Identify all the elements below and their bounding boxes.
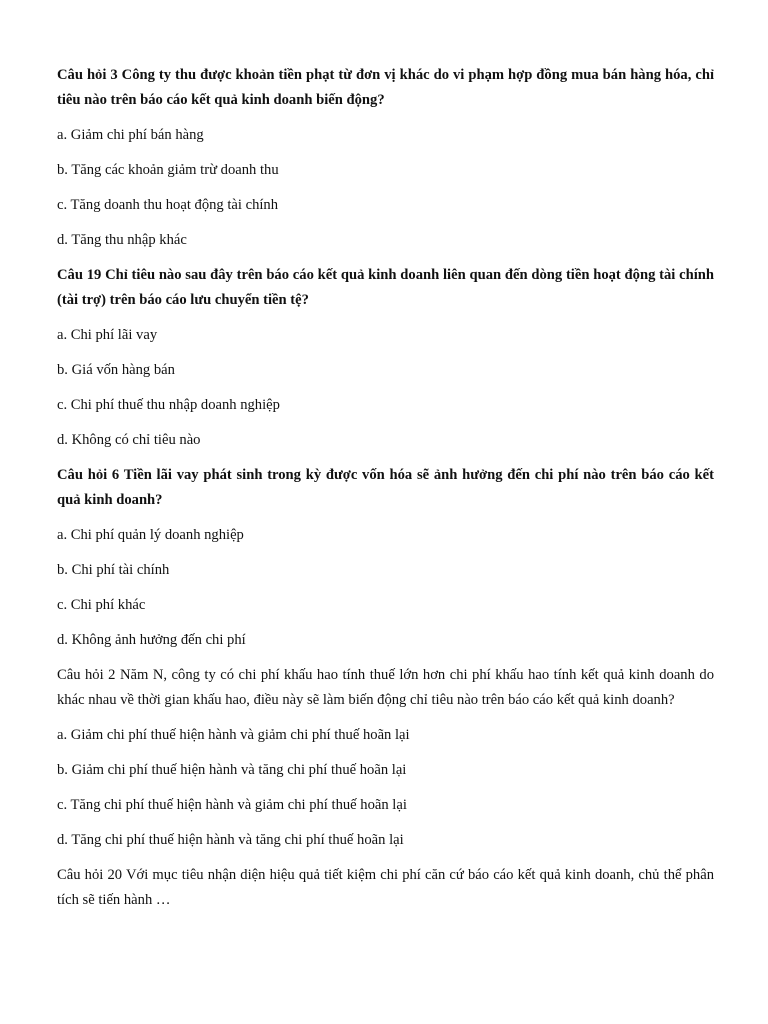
question-text: Câu hỏi 20 Với mục tiêu nhận diện hiệu quả tiết kiệm chi phí căn cứ báo cáo kết quả kinh doanh, chủ thể phân tích sẽ tiến hành … <box>57 867 714 908</box>
answer-option: c. Tăng chi phí thuế hiện hành và giảm chi phí thuế hoãn lại <box>57 797 407 813</box>
answer-option: b. Chi phí tài chính <box>57 562 170 578</box>
answer-option: d. Không ảnh hưởng đến chi phí <box>57 632 246 648</box>
question-text: Câu 19 Chỉ tiêu nào sau đây trên báo cáo kết quả kinh doanh liên quan đến dòng tiền hoạt động tài chính (tài trợ) trên báo cáo lưu chuyển tiền tệ? <box>57 267 714 308</box>
answer-option: d. Tăng chi phí thuế hiện hành và tăng chi phí thuế hoãn lại <box>57 832 404 848</box>
question-block <box>57 863 714 913</box>
question-block <box>57 463 714 653</box>
question-text: Câu hỏi 2 Năm N, công ty có chi phí khấu hao tính thuế lớn hơn chi phí khấu hao tính kết quả kinh doanh do khác nhau về thời gian khấu hao, điều này sẽ làm biến động chỉ tiêu nào trên báo cáo kết quả kinh doanh? <box>57 667 714 708</box>
answer-option: d. Tăng thu nhập khác <box>57 232 187 248</box>
question-block <box>57 663 714 853</box>
answer-option: a. Chi phí quản lý doanh nghiệp <box>57 527 244 543</box>
answer-option: c. Chi phí thuế thu nhập doanh nghiệp <box>57 397 280 413</box>
question-block <box>57 263 714 453</box>
answer-option: a. Chi phí lãi vay <box>57 327 158 343</box>
question-text: Câu hỏi 3 Công ty thu được khoản tiền phạt từ đơn vị khác do vi phạm hợp đồng mua bán hàng hóa, chỉ tiêu nào trên báo cáo kết quả kinh doanh biến động? <box>57 67 714 108</box>
answer-option: a. Giảm chi phí thuế hiện hành và giảm chi phí thuế hoãn lại <box>57 727 410 743</box>
answer-option: b. Giảm chi phí thuế hiện hành và tăng chi phí thuế hoãn lại <box>57 762 407 778</box>
question-block <box>57 63 714 253</box>
answer-option: c. Chi phí khác <box>57 597 146 613</box>
answer-option: b. Giá vốn hàng bán <box>57 362 175 378</box>
answer-option: d. Không có chỉ tiêu nào <box>57 432 201 448</box>
question-text: Câu hỏi 6 Tiền lãi vay phát sinh trong kỳ được vốn hóa sẽ ảnh hưởng đến chi phí nào trên báo cáo kết quả kinh doanh? <box>57 467 714 508</box>
answer-option: c. Tăng doanh thu hoạt động tài chính <box>57 197 279 213</box>
answer-option: a. Giảm chi phí bán hàng <box>57 127 204 143</box>
answer-option: b. Tăng các khoản giảm trừ doanh thu <box>57 162 279 178</box>
